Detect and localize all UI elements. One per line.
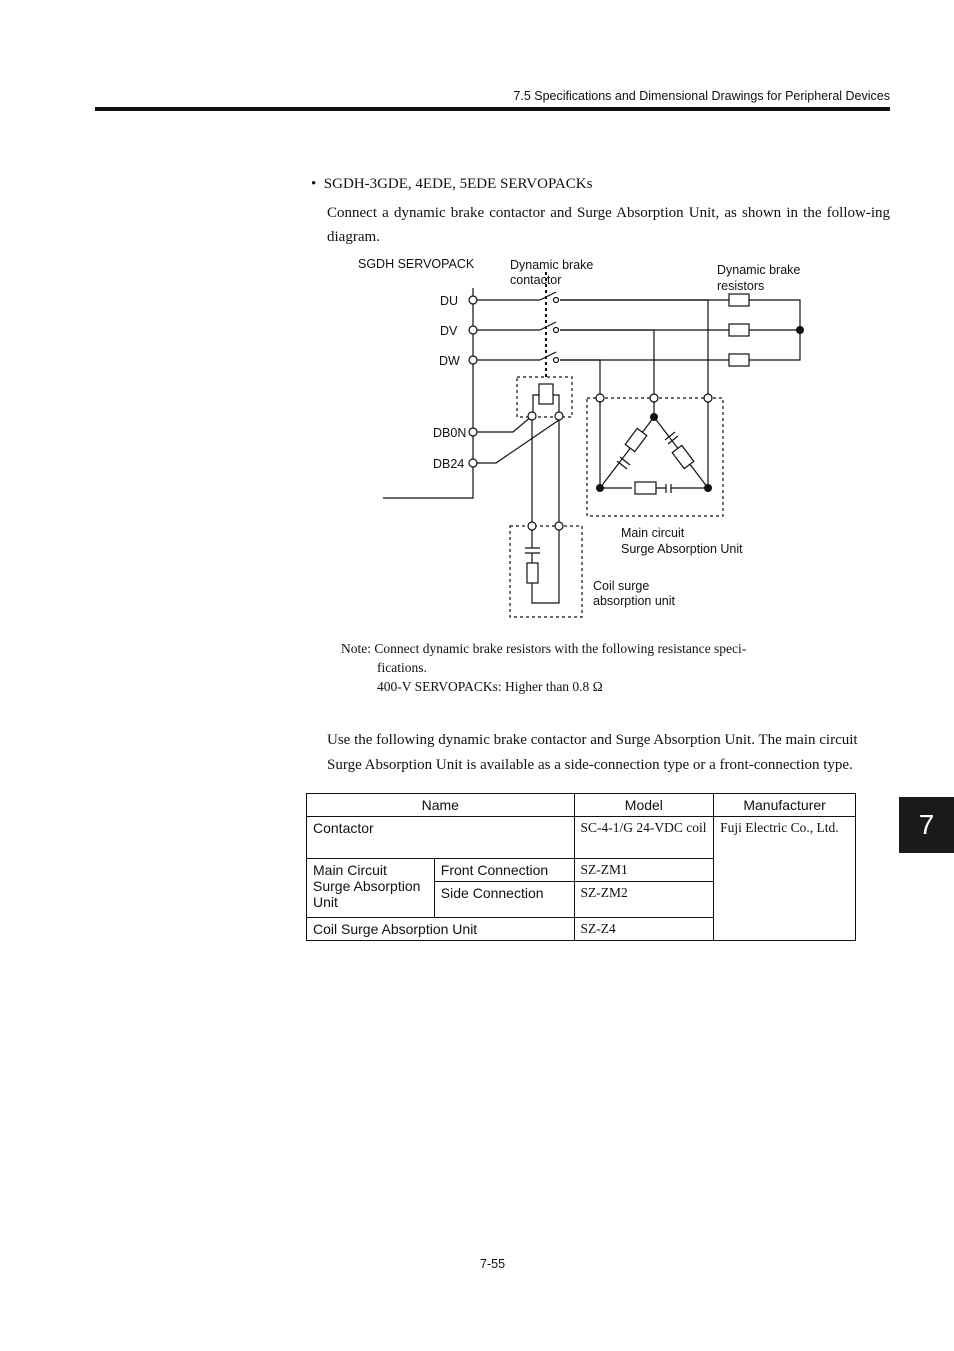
bullet-marker: •: [311, 176, 317, 192]
terminal-db0n-circle: [469, 428, 477, 436]
header-model: Model: [574, 794, 714, 817]
cell-main-unit-name: Main Circuit Surge Absorption Unit: [307, 859, 435, 918]
parts-table: [306, 793, 856, 941]
table-row: [307, 817, 856, 859]
intro-paragraph: Connect a dynamic brake contactor and Surge Absorption Unit, as shown in the follow-ing diagram.: [327, 205, 890, 245]
cell-contactor-name: Contactor: [307, 817, 575, 859]
main-surge-label-line2: Surge Absorption Unit: [621, 542, 743, 556]
cell-side-model: SZ-ZM2: [574, 882, 714, 918]
cell-side-connection: Side Connection: [434, 882, 574, 918]
wiring-diagram: [350, 250, 801, 625]
coil-surge-resistor: [527, 563, 538, 583]
usage-paragraph: Use the following dynamic brake contactor and Surge Absorption Unit. The main circuit Surge Absorption Unit is available as a side-connection type or a front-connection type.: [327, 732, 858, 773]
terminal-du-circle: [469, 296, 477, 304]
resistor-dw: [729, 354, 749, 366]
contactor-label-line2: contactor: [510, 273, 562, 287]
main-surge-label-line1: Main circuit: [621, 526, 685, 540]
coil-surge-label-line1: Coil surge: [593, 579, 650, 593]
cell-coil-unit-name: Coil Surge Absorption Unit: [307, 918, 575, 941]
table-header-row: [307, 794, 856, 817]
coil-symbol: [539, 384, 553, 404]
resistor-du: [729, 294, 749, 306]
terminal-db24-label: DB24: [433, 457, 465, 471]
terminal-dw-circle: [469, 356, 477, 364]
chapter-tab: 7: [899, 797, 954, 853]
cell-coil-model: SZ-Z4: [574, 918, 714, 941]
cell-front-connection: Front Connection: [434, 859, 574, 882]
resistors-label-line1: Dynamic brake: [717, 263, 801, 277]
terminal-db0n-label: DB0N: [433, 426, 467, 440]
terminal-db24-circle: [469, 459, 477, 467]
note-prefix: Note:: [341, 641, 371, 656]
note-line3: 400-V SERVOPACKs: Higher than 0.8 Ω: [377, 679, 603, 694]
terminal-dv-circle: [469, 326, 477, 334]
bullet-heading: [311, 176, 592, 193]
terminal-du-label: DU: [440, 294, 459, 308]
surge-resistor-bottom: [635, 482, 656, 494]
note-line2: fications.: [377, 660, 427, 675]
section-header: 7.5 Specifications and Dimensional Drawings for Peripheral Devices: [513, 89, 890, 103]
resistor-dv: [729, 324, 749, 336]
contactor-label-line1: Dynamic brake: [510, 258, 594, 272]
terminal-dv-label: DV: [440, 324, 458, 338]
resistors-label-line2: resistors: [717, 279, 765, 293]
servopack-label: SGDH SERVOPACK: [358, 257, 475, 271]
surge-resistor-left: [625, 428, 647, 451]
note-line1: Connect dynamic brake resistors with the following resistance speci-: [374, 641, 747, 656]
coil-surge-label-line2: absorption unit: [593, 594, 676, 608]
page-number: 7-55: [480, 1257, 506, 1271]
header-name: Name: [307, 794, 575, 817]
terminal-dw-label: DW: [439, 354, 460, 368]
cell-front-model: SZ-ZM1: [574, 859, 714, 882]
bullet-title: SGDH-3GDE, 4EDE, 5EDE SERVOPACKs: [323, 176, 593, 192]
cell-contactor-model: SC-4-1/G 24-VDC coil: [574, 817, 714, 859]
note: [341, 639, 746, 696]
header-rule: [95, 107, 890, 111]
cell-manufacturer: Fuji Electric Co., Ltd.: [714, 817, 856, 941]
header-manufacturer: Manufacturer: [714, 794, 856, 817]
